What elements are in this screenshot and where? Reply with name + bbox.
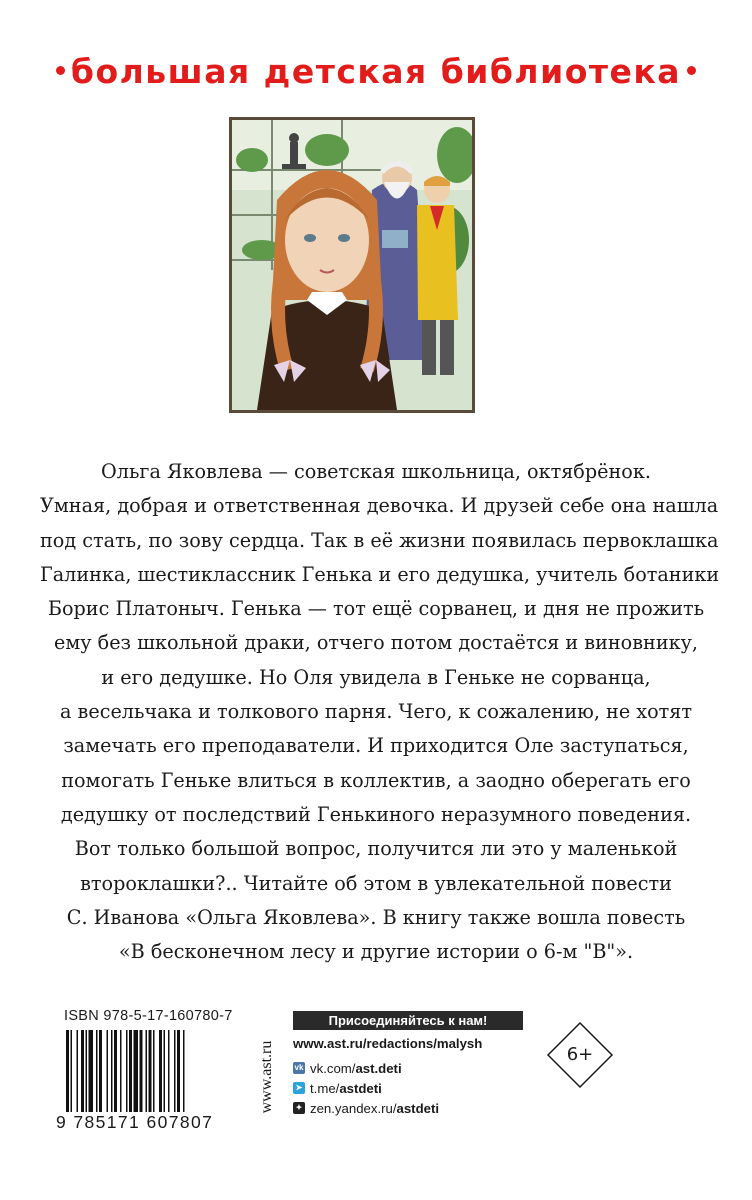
social-prefix: t.me/ <box>310 1080 340 1096</box>
social-link-vk[interactable] <box>293 1058 439 1078</box>
social-prefix: vk.com/ <box>310 1060 356 1076</box>
barcode-bar <box>177 1030 180 1112</box>
blurb-line: ему без школьной драки, отчего потом достаётся и виновнику, <box>53 631 698 655</box>
barcode-bar <box>107 1030 109 1112</box>
social-handle: ast.deti <box>355 1060 402 1076</box>
blurb-line: «В бесконечном лесу и другие истории о 6-м "В"». <box>118 940 634 964</box>
barcode-bar <box>77 1030 79 1112</box>
barcode <box>64 1030 224 1122</box>
barcode-bar <box>183 1030 185 1122</box>
blurb-line: замечать его преподаватели. И приходится Оле заступаться, <box>63 734 689 758</box>
barcode-bar <box>99 1030 102 1112</box>
social-link-telegram[interactable] <box>293 1078 439 1098</box>
barcode-bar <box>86 1030 88 1112</box>
barcode-bar <box>140 1030 143 1112</box>
social-links <box>293 1058 439 1118</box>
barcode-bar <box>126 1030 128 1122</box>
main-url-link[interactable]: www.ast.ru/redactions/malysh <box>293 1036 483 1051</box>
blurb-line: С. Иванова «Ольга Яковлева». В книгу также вошла повесть <box>66 905 686 929</box>
join-banner: Присоединяйтесь к нам! <box>293 1011 523 1030</box>
barcode-bar <box>174 1030 176 1112</box>
barcode-bar <box>159 1030 162 1112</box>
social-link-zen[interactable] <box>293 1098 439 1118</box>
barcode-bar <box>111 1030 113 1112</box>
blurb-line: Борис Платоныч. Генька — тот ещё сорванец, и дня не прожить <box>47 597 705 621</box>
barcode-bar <box>164 1030 166 1112</box>
vertical-url: www.ast.ru <box>258 1040 275 1114</box>
barcode-bar <box>89 1030 94 1112</box>
zen-icon: ✦ <box>293 1102 305 1114</box>
blurb-line: второклашки?.. Читайте об этом в увлекательной повести <box>80 871 672 895</box>
blurb-line: Ольга Яковлева — советская школьница, октябрёнок. <box>101 460 651 483</box>
social-prefix: zen.yandex.ru/ <box>310 1100 397 1116</box>
social-handle: astdeti <box>396 1100 440 1116</box>
series-title-text: большая детская библиотека <box>70 52 682 91</box>
blurb-line: под стать, по зову сердца. Так в её жизни появилась первоклашка <box>40 528 719 552</box>
barcode-bar <box>129 1030 132 1122</box>
barcode-bar <box>71 1030 73 1122</box>
cover-illustration <box>229 117 475 413</box>
barcode-bar <box>114 1030 117 1112</box>
blurb-line: а весельчака и толкового парня. Чего, к сожалению, не хотят <box>60 700 692 724</box>
blurb-line: и его дедушке. Но Оля увидела в Геньке не сорванца, <box>101 665 651 689</box>
barcode-bar <box>120 1030 122 1112</box>
blurb-line: Галинка, шестиклассник Генька и его дедушка, учитель ботаники <box>40 562 720 586</box>
blurb-line: помогать Геньке влиться в коллектив, а заодно оберегать его <box>61 768 691 792</box>
telegram-icon: ➤ <box>293 1082 305 1094</box>
bullet-dot <box>56 66 65 75</box>
blurb-line: Умная, добрая и ответственная девочка. И друзей себе она нашла <box>40 494 719 518</box>
vk-icon: vk <box>294 1063 304 1072</box>
blurb-text <box>40 455 720 969</box>
blurb-line: Вот только большой вопрос, получится ли это у маленькой <box>74 837 678 861</box>
barcode-bar <box>146 1030 148 1112</box>
barcode-bar <box>149 1030 152 1112</box>
barcode-bar <box>134 1030 139 1112</box>
isbn-text: ISBN 978-5-17-160780-7 <box>64 1008 233 1024</box>
series-title <box>0 52 752 91</box>
barcode-bar <box>168 1030 170 1112</box>
barcode-bar <box>96 1030 98 1112</box>
barcode-bar <box>153 1030 155 1112</box>
barcode-bar <box>81 1030 84 1112</box>
barcode-bar <box>66 1030 69 1122</box>
blurb-line: дедушку от последствий Генькиного неразумного поведения. <box>60 802 692 826</box>
bullet-dot <box>687 66 696 75</box>
barcode-digits: 9 785171 607807 <box>56 1112 226 1133</box>
social-handle: astdeti <box>339 1080 382 1096</box>
age-rating: 6+ <box>566 1044 594 1065</box>
